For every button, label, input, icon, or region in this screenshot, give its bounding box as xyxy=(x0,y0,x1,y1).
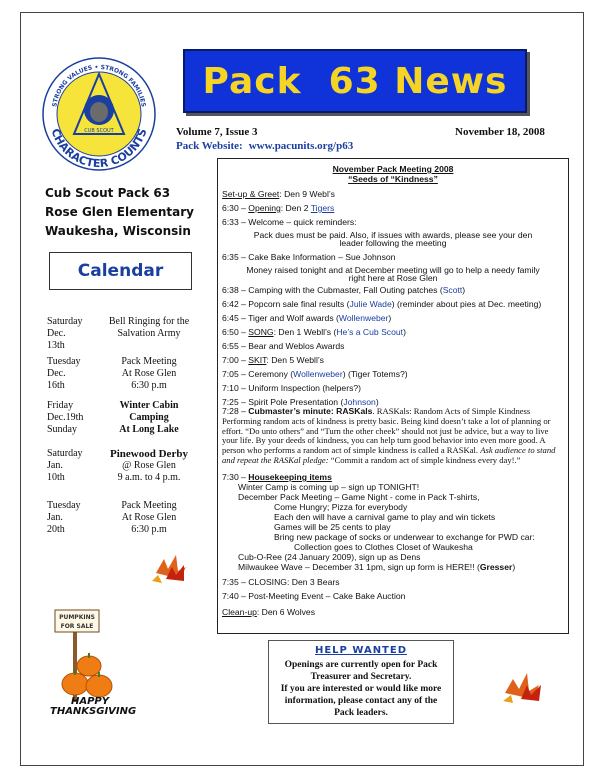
newsletter-banner xyxy=(183,49,527,113)
agenda-post-meeting: 7:40 – Post-Meeting Event – Cake Bake Auction xyxy=(222,591,406,601)
agenda-money-line1: Money raised tonight and at December meeting will go to help a needy family xyxy=(246,265,540,275)
agenda-spirit: 7:25 – Spirit Pole Presentation (Johnson) xyxy=(222,397,379,407)
event-date: Saturday Dec. 13th xyxy=(47,316,83,351)
event-date: Saturday Jan. 10th xyxy=(47,448,83,483)
meeting-agenda-box xyxy=(217,158,569,634)
agenda-opening: 6:30 – Opening: Den 2 Tigers xyxy=(222,203,335,213)
website-link[interactable]: www.pacunits.org/p63 xyxy=(248,140,354,152)
pack-website xyxy=(176,140,353,152)
autumn-leaves-icon xyxy=(497,663,549,707)
housekeeping-item: Cub-O-Ree (24 January 2009), sign up as Dens xyxy=(238,552,421,562)
agenda-welcome: 6:33 – Welcome – quick reminders: xyxy=(222,217,357,227)
event-description: Bell Ringing for the Salvation Army xyxy=(108,316,190,339)
svg-text:STRONG VALUES • STRONG FAMILIE: STRONG VALUES • STRONG FAMILIES xyxy=(51,63,147,108)
agenda-closing: 7:35 – CLOSING: Den 3 Bears xyxy=(222,577,340,587)
agenda-cleanup: Clean-up: Den 6 Wolves xyxy=(222,607,315,617)
agenda-dues-line1: Pack dues must be paid. Also, if issues with awards, please see your den xyxy=(253,230,533,240)
housekeeping-item: Come Hungry; Pizza for everybody xyxy=(274,502,408,512)
event-date: Tuesday Dec. 16th xyxy=(47,356,81,391)
housekeeping-item: Collection goes to Clothes Closet of Waukesha xyxy=(294,542,473,552)
issue-date: November 18, 2008 xyxy=(455,126,545,138)
housekeeping-item: Each den will have a carnival game to play and win tickets xyxy=(274,512,496,522)
agenda-housekeeping: 7:30 – Housekeeping items xyxy=(222,472,332,482)
issue-number: Volume 7, Issue 3 xyxy=(176,126,258,138)
happy-thanksgiving: HAPPY THANKSGIVING xyxy=(50,696,137,717)
agenda-dues-line2: leader following the meeting xyxy=(339,238,447,248)
svg-text:CHARACTER COUNTS: CHARACTER COUNTS xyxy=(48,126,150,171)
pack-school: Rose Glen Elementary xyxy=(45,205,194,219)
agenda-popcorn: 6:42 – Popcorn sale final results (Julie Wade) (reminder about pies at Dec. meeting) xyxy=(222,299,542,309)
agenda-tiger: 6:45 – Tiger and Wolf awards (Wollenweber) xyxy=(222,313,392,323)
agenda-bear: 6:55 – Bear and Weblos Awards xyxy=(222,341,345,351)
agenda-money-line2: right here at Rose Glen xyxy=(348,273,438,283)
event-date: Friday Dec.19th Sunday xyxy=(47,400,84,435)
calendar-title: Calendar xyxy=(77,261,164,281)
agenda-subtitle: “Seeds of “Kindness” xyxy=(348,174,438,184)
event-date: Tuesday Jan. 20th xyxy=(47,500,81,535)
event-description: Pack Meeting At Rose Glen 6:30 p.m xyxy=(121,356,177,391)
banner-title: Pack 63 News xyxy=(202,60,508,102)
autumn-leaves-icon xyxy=(146,545,196,587)
agenda-cake: 6:35 – Cake Bake Information – Sue Johnson xyxy=(222,252,396,262)
event-description: Winter Cabin Camping At Long Lake xyxy=(119,400,179,435)
agenda-skit: 7:00 – SKIT: Den 5 Webll’s xyxy=(222,355,324,365)
event-description: Pack Meeting At Rose Glen 6:30 p.m xyxy=(121,500,177,535)
agenda-uniform: 7:10 – Uniform Inspection (helpers?) xyxy=(222,383,362,393)
agenda-ceremony: 7:05 – Ceremony (Wollenweber) (Tiger Totems?) xyxy=(222,369,408,379)
housekeeping-item: Bring new package of socks or underwear to exchange for PWD car: xyxy=(274,532,535,542)
help-wanted-title: HELP WANTED xyxy=(314,645,408,656)
agenda-camping: 6:38 – Camping with the Cubmaster, Fall Outing patches (Scott) xyxy=(222,285,466,295)
cub-scout-badge xyxy=(40,50,158,180)
housekeeping-item: Games will be 25 cents to play xyxy=(274,522,391,532)
agenda-cubmaster-minute: 7:28 – Cubmaster’s minute: RASKals. RASKals: Random Acts of Simple Kindness Performing random acts of kindness is pretty basic. Being kind doesn’t take a lot of planning or effort. “Do unto others” and “Turn the other cheek” should not just be advice, but a way to live your life. By your deeds of kindness, you can help turn good behavior into even more good. A person who performs a random act of simple kindness is called a RASKal. Ask audience to stand and repeat the RASKal pledge: “Commit a random act of simple kindness every day!.” xyxy=(222,406,556,465)
svg-text:PUMPKINS: PUMPKINS xyxy=(59,614,95,621)
pack-city: Waukesha, Wisconsin xyxy=(45,224,191,238)
help-wanted-box xyxy=(268,640,454,724)
help-wanted-text: Openings are currently open for Pack Treasurer and Secretary. If you are interested or would like more information, please contact any of the Pack leaders. xyxy=(280,660,442,718)
housekeeping-item: December Pack Meeting – Game Night - come in Pack T-shirts, xyxy=(238,492,480,502)
housekeeping-item: Milwaukee Wave – December 31 1pm, sign up form is HERE!! (Gresser) xyxy=(238,562,516,572)
svg-text:CUB SCOUT: CUB SCOUT xyxy=(84,128,114,134)
pack-info xyxy=(45,184,194,241)
agenda-title: November Pack Meeting 2008 xyxy=(332,164,454,174)
event-description: Pinewood Derby @ Rose Glen 9 a.m. to 4 p.m. xyxy=(110,448,188,483)
calendar-heading-box xyxy=(49,252,192,290)
agenda-setup: Set-up & Greet: Den 9 Webl’s xyxy=(222,189,335,199)
svg-text:FOR SALE: FOR SALE xyxy=(60,623,94,630)
housekeeping-item: Winter Camp is coming up – sign up TONIGHT! xyxy=(238,482,420,492)
agenda-song: 6:50 – SONG: Den 1 Webll’s (He’s a Cub Scout) xyxy=(222,327,406,337)
pack-name: Cub Scout Pack 63 xyxy=(45,186,171,200)
website-label: Pack Website: xyxy=(176,140,243,152)
